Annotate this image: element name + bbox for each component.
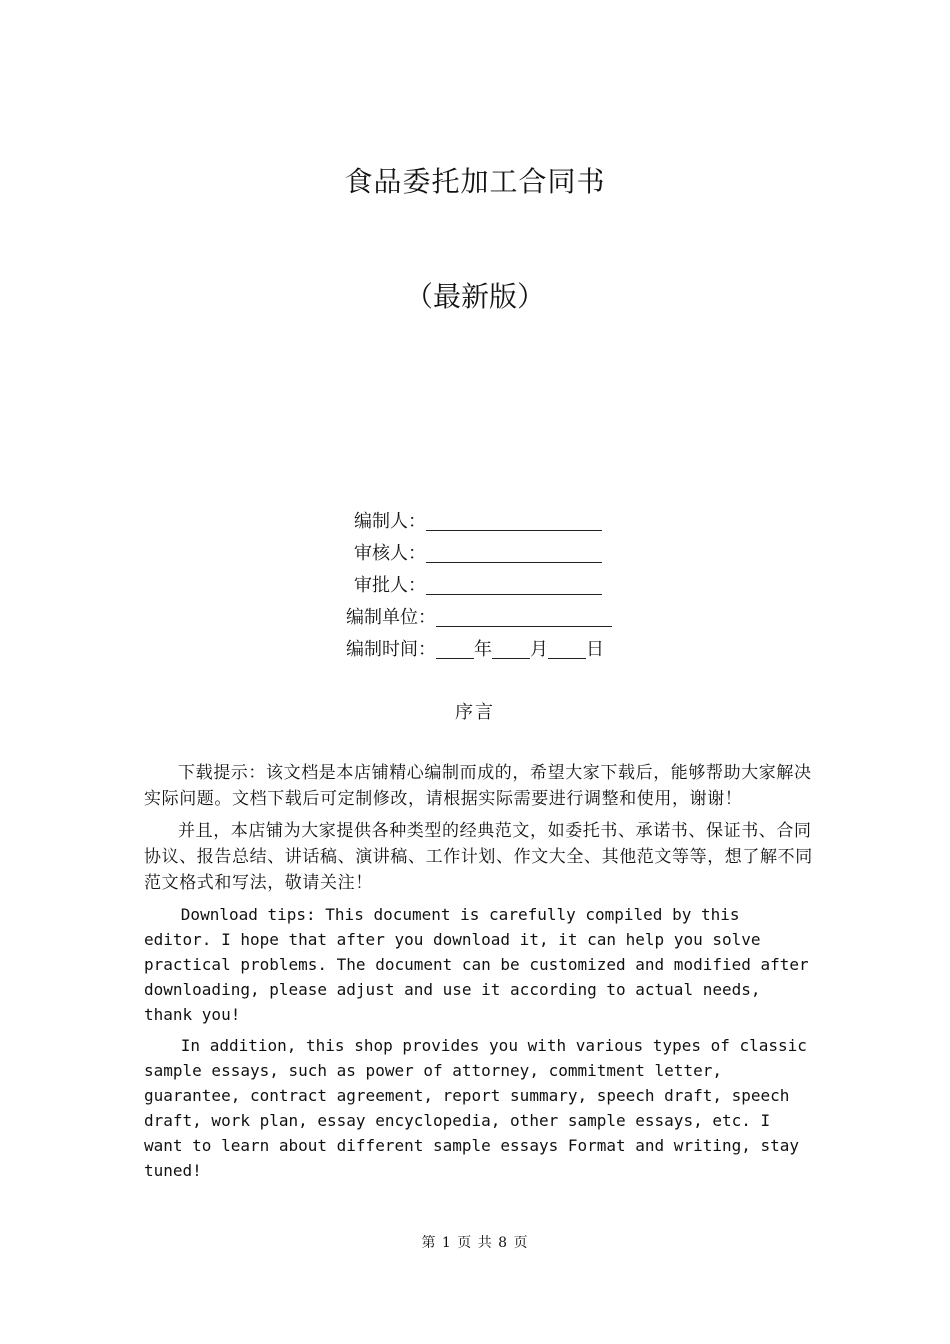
preface-title: 序言 xyxy=(455,702,495,723)
day-blank xyxy=(548,642,586,659)
day-label: 日 xyxy=(586,639,604,660)
download-tip-en: Download tips: This document is carefully compiled by this editor. I hope that after you download it, it can help you solve practical problems. The document can be customized and modified after downloading, please adjust and use it according to actual needs, thank you! xyxy=(144,905,809,1024)
approver-label: 审批人： xyxy=(354,575,426,596)
unit-label: 编制单位： xyxy=(346,607,436,628)
time-label: 编制时间： xyxy=(346,639,436,660)
reviewer-blank xyxy=(426,546,602,563)
editor-label: 编制人： xyxy=(354,511,426,532)
page-number: 第 1 页 共 8 页 xyxy=(421,1235,529,1251)
editor-row xyxy=(0,504,950,536)
sample-essays-zh: 并且，本店铺为大家提供各种类型的经典范文，如委托书、承诺书、保证书、合同协议、报告总结、讲话稿、演讲稿、工作计划、作文大全、其他范文等等，想了解不同范文格式和写法，敬请关注！ xyxy=(144,821,813,893)
approver-row xyxy=(0,568,950,600)
download-tip-zh: 下载提示：该文档是本店铺精心编制而成的，希望大家下载后，能够帮助大家解决实际问题。文档下载后可定制修改，请根据实际需要进行调整和使用，谢谢！ xyxy=(144,763,812,809)
year-blank xyxy=(436,642,474,659)
time-row xyxy=(0,632,950,664)
approver-blank xyxy=(426,578,602,595)
reviewer-row xyxy=(0,536,950,568)
metadata-block xyxy=(0,504,950,664)
unit-row xyxy=(0,600,950,632)
document-subtitle: （最新版） xyxy=(404,280,545,313)
document-title: 食品委托加工合同书 xyxy=(344,165,606,198)
preface-body xyxy=(144,760,814,1189)
unit-blank xyxy=(436,610,612,627)
month-label: 月 xyxy=(530,639,548,660)
sample-essays-en: In addition, this shop provides you with various types of classic sample essays, such as power of attorney, commitment letter, guarantee, contract agreement, report summary, speech draft, speech draft, work plan, essay encyclopedia, other sample essays, etc. I want to learn about different sample essays Format and writing, stay tuned! xyxy=(144,1036,807,1180)
editor-blank xyxy=(426,514,602,531)
month-blank xyxy=(492,642,530,659)
year-label: 年 xyxy=(474,639,492,660)
reviewer-label: 审核人： xyxy=(354,543,426,564)
